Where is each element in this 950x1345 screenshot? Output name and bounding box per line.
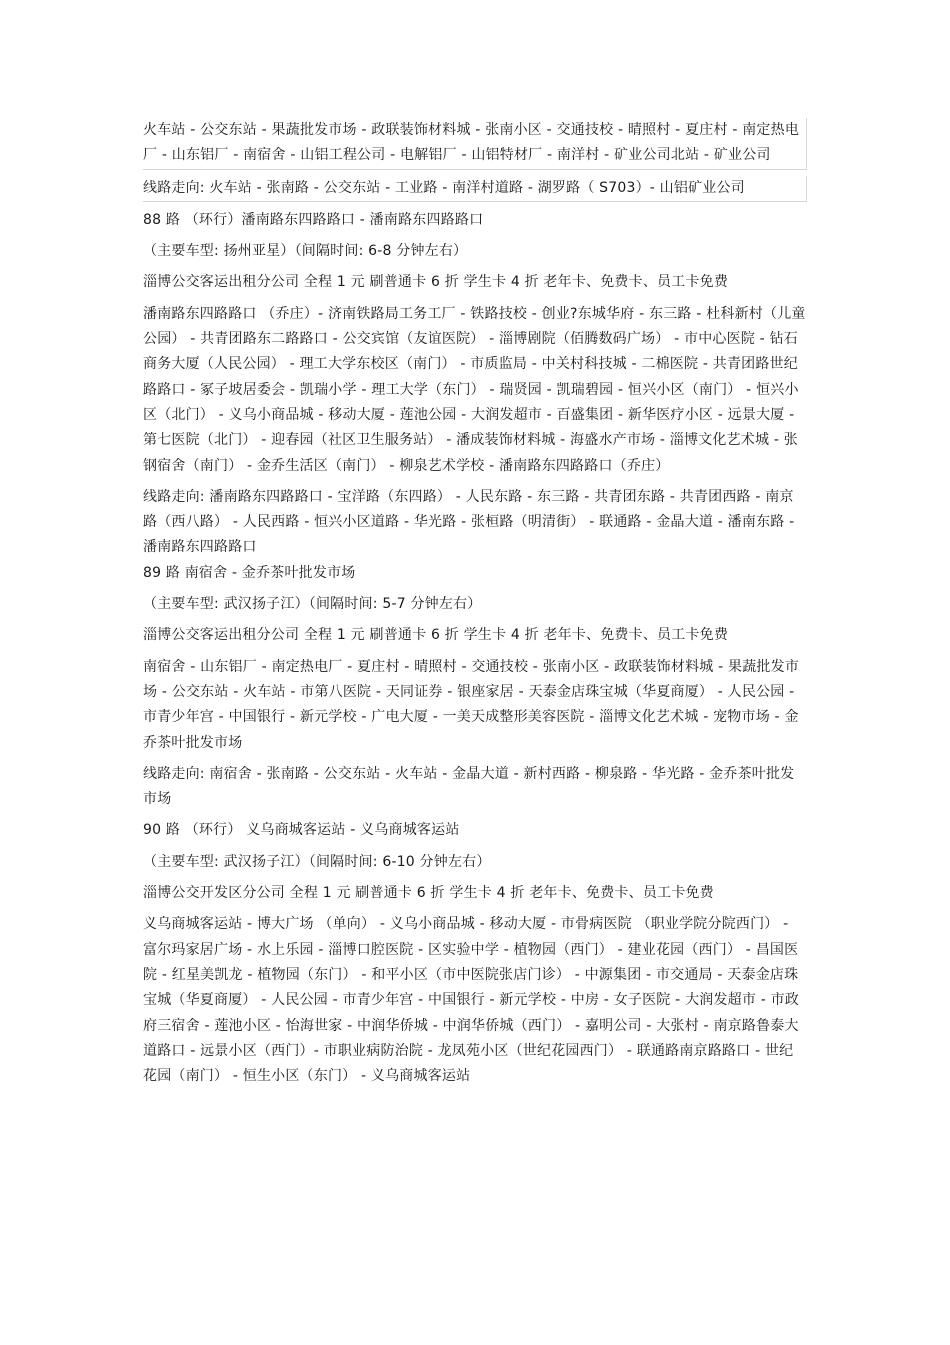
route-89-stops: 南宿舍 - 山东铝厂 - 南定热电厂 - 夏庄村 - 晴照村 - 交通技校 - 张南小区 - 政联装饰材料城 - 果蔬批发市场 - 公交东站 - 火车站 - 市第八医院 - 天同证券 - 银座家居 - 天泰金店珠宝城（华夏商厦） - 人民公园 - 市青少年宫 - 中国银行 - 新元学校 - 广电大厦 - 一美天成整形美容医院 - 淄博文化艺术城 - 宠物市场 - 金乔茶叶批发市场: [143, 658, 800, 751]
route-89-vehicle-info: （主要车型: 武汉扬子江）（间隔时间: 5-7 分钟左右）: [143, 596, 482, 613]
route-90-vehicle-info: （主要车型: 武汉扬子江）（间隔时间: 6-10 分钟左右）: [143, 853, 491, 870]
route-88-direction: 线路走向: 潘南路东四路路口 - 宝洋路（东四路） - 人民东路 - 东三路 - 共青团东路 - 共青团西路 - 南京路（西八路） - 人民西路 - 恒兴小区道路 - 华光路 - 张桓路（明清街） - 联通路 - 金晶大道 - 潘南东路 - 潘南路东四路路口: [143, 488, 795, 556]
route-88-stops: 潘南路东四路路口 （乔庄）- 济南铁路局工务工厂 - 铁路技校 - 创业?东城华府 - 东三路 - 杜科新村（儿童公园） - 共青团路东二路路口 - 公交宾馆（友谊医院） - 淄博剧院（佰腾数码广场） - 市中心医院 - 钻石商务大厦（人民公园） - 理工大学东校区（南门） - 市质监局 - 中关村科技城 - 二棉医院 - 共青团路世纪路路口 - 冢子坡居委会 - 凯瑞小学 - 理工大学（东门） - 瑞贤园 - 凯瑞碧园 - 恒兴小区（南门） - 恒兴小区（北门） - 义乌小商品城 - 移动大厦 - 莲池公园 - 大润发超市 - 百盛集团 - 新华医疗小区 - 远景大厦 - 第七医院（北门） - 迎春园（社区卫生服务站） - 潘成装饰材料城 - 海盛水产市场 - 淄博文化艺术城 - 张钢宿舍（南门） - 金乔生活区（南门） - 柳泉艺术学校 - 潘南路东四路路口（乔庄）: [143, 305, 806, 474]
route-90-fare-info: 淄博公交开发区分公司 全程 1 元 刷普通卡 6 折 学生卡 4 折 老年卡、免费卡、员工卡免费: [143, 885, 714, 902]
route-88-vehicle-info: （主要车型: 扬州亚星）（间隔时间: 6-8 分钟左右）: [143, 243, 468, 260]
route-88-title: 88 路 （环行）潘南路东四路路口 - 潘南路东四路路口: [143, 211, 484, 228]
route-89-title: 89 路 南宿舍 - 金乔茶叶批发市场: [143, 564, 356, 581]
route-88-fare-info: 淄博公交客运出租分公司 全程 1 元 刷普通卡 6 折 学生卡 4 折 老年卡、免费卡、员工卡免费: [143, 274, 729, 291]
route-90-stops: 义乌商城客运站 - 博大广场 （单向） - 义乌小商品城 - 移动大厦 - 市骨病医院 （职业学院分院西门） - 富尔玛家居广场 - 水上乐园 - 淄博口腔医院 - 区实验中学 - 植物园（西门） - 建业花园（西门） - 昌国医院 - 红星美凯龙 - 植物园（东门） - 和平小区（市中医院张店门诊） - 中源集团 - 市交通局 - 天泰金店珠宝城（华夏商厦） - 人民公园 - 市青少年宫 - 中国银行 - 新元学校 - 中房 - 女子医院 - 大润发超市 - 市政府三宿舍 - 莲池小区 - 怡海世家 - 中润华侨城 - 中润华侨城（西门） - 嘉明公司 - 大张村 - 南京路鲁泰大道路口 - 远景小区（西门）- 市职业病防治院 - 龙凤苑小区（世纪花园西门） - 联通路南京路路口 - 世纪花园（南门） - 恒生小区（东门） - 义乌商城客运站: [143, 916, 800, 1085]
document-body: [143, 118, 807, 1095]
route-87-stops: 火车站 - 公交东站 - 果蔬批发市场 - 政联装饰材料城 - 张南小区 - 交通技校 - 晴照村 - 夏庄村 - 南定热电厂 - 山东铝厂 - 南宿舍 - 山铝工程公司 - 电解铝厂 - 山铝特材厂 - 南洋村 - 矿业公司北站 - 矿业公司: [143, 118, 807, 170]
route-89-fare-info: 淄博公交客运出租分公司 全程 1 元 刷普通卡 6 折 学生卡 4 折 老年卡、免费卡、员工卡免费: [143, 627, 729, 644]
route-90-title: 90 路 （环行） 义乌商城客运站 - 义乌商城客运站: [143, 822, 460, 839]
route-89-direction: 线路走向: 南宿舍 - 张南路 - 公交东站 - 火车站 - 金晶大道 - 新村西路 - 柳泉路 - 华光路 - 金乔茶叶批发市场: [143, 765, 795, 808]
route-87-direction: 线路走向: 火车站 - 张南路 - 公交东站 - 工业路 - 南洋村道路 - 湖罗路（ S703）- 山铝矿业公司: [143, 176, 807, 202]
